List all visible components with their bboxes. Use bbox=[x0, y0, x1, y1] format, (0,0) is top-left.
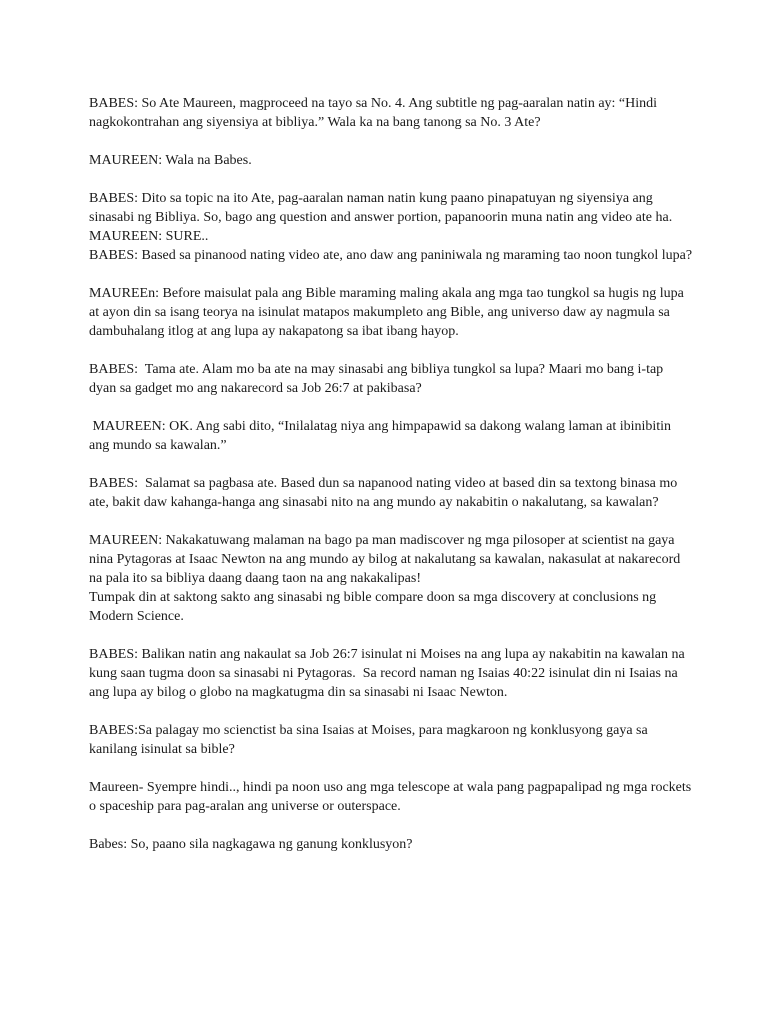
paragraph-babes-salamat: BABES: Salamat sa pagbasa ate. Based dun sa napanood nating video at based din sa textong binasa mo ate, bakit daw kahanga-hanga ang sinasabi nito na ang mundo ay nakabitin o nakalutang, sa kawalan? bbox=[89, 476, 681, 510]
paragraph-babes-job: BABES: Tama ate. Alam mo ba ate na may sinasabi ang bibliya tungkol sa lupa? Maari mo bang i-tap dyan sa gadget mo ang nakarecord sa Job 26:7 at pakibasa? bbox=[89, 362, 667, 396]
paragraph-babes-intro: BABES: So Ate Maureen, magproceed na tayo sa No. 4. Ang subtitle ng pag-aaralan natin ay: “Hindi nagkokontrahan ang siyensiya at bibliya.” Wala ka na bang tanong sa No. 3 Ate? bbox=[89, 96, 661, 130]
paragraph-maureen-nakakatuwa: MAUREEN: Nakakatuwang malaman na bago pa man madiscover ng mga pilosoper at scientist na gaya nina Pytagoras at Isaac Newton na ang mundo ay bilog at nakalutang sa kawalan, nakasulat at nakarecord na pala ito sa bibliya daang daang taon na ang nakakalipas! bbox=[89, 533, 684, 586]
paragraph-babes-video-question: BABES: Based sa pinanood nating video ate, ano daw ang paniniwala ng maraming tao noon tungkol lupa? bbox=[89, 248, 693, 263]
paragraph-maureen-reading: MAUREEN: OK. Ang sabi dito, “Inilalatag niya ang himpapawid sa dakong walang laman at ibinibitin ang mundo sa kawalan.” bbox=[89, 419, 675, 453]
paragraph-babes-balikan: BABES: Balikan natin ang nakaulat sa Job 26:7 isinulat ni Moises na ang lupa ay nakabitin na kawalan na kung saan tugma doon sa sinasabi ni Pytagoras. Sa record naman ng Isaias 40:22 isinulat din ni Isaias na ang lupa ay bilog o globo na magkatugma din sa sinasabi ni Isaac Newton. bbox=[89, 647, 689, 700]
document-page bbox=[89, 94, 693, 873]
paragraph-maureen-wala: MAUREEN: Wala na Babes. bbox=[89, 153, 252, 168]
paragraph-maureen-before-bible: MAUREEn: Before maisulat pala ang Bible maraming maling akala ang mga tao tungkol sa hugis ng lupa at ayon din sa isang teorya na isinulat matapos makumpleto ang Bible, ang universo daw ay nagmula sa dambuhalang itlog at ang lupa ay nakapatong sa ibat ibang hayop. bbox=[89, 286, 688, 339]
paragraph-babes-palagay: BABES:Sa palagay mo scienctist ba sina Isaias at Moises, para magkaroon ng konklusyong gaya sa kanilang isinulat sa bible? bbox=[89, 723, 652, 757]
paragraph-maureen-syempre: Maureen- Syempre hindi.., hindi pa noon uso ang mga telescope at wala pang pagpapalipad ng mga rockets o spaceship para pag-aralan ang universe or outerspace. bbox=[89, 780, 695, 814]
paragraph-babes-paano: Babes: So, paano sila nagkagawa ng ganung konklusyon? bbox=[89, 837, 413, 852]
paragraph-maureen-tumpak: Tumpak din at saktong sakto ang sinasabi ng bible compare doon sa mga discovery at conclusions ng Modern Science. bbox=[89, 590, 660, 624]
paragraph-maureen-sure: MAUREEN: SURE.. bbox=[89, 229, 209, 244]
paragraph-babes-topic: BABES: Dito sa topic na ito Ate, pag-aaralan naman natin kung paano pinapatuyan ng siyensiya ang sinasabi ng Bibliya. So, bago ang question and answer portion, papanoorin muna natin ang video ate ha. bbox=[89, 191, 673, 225]
